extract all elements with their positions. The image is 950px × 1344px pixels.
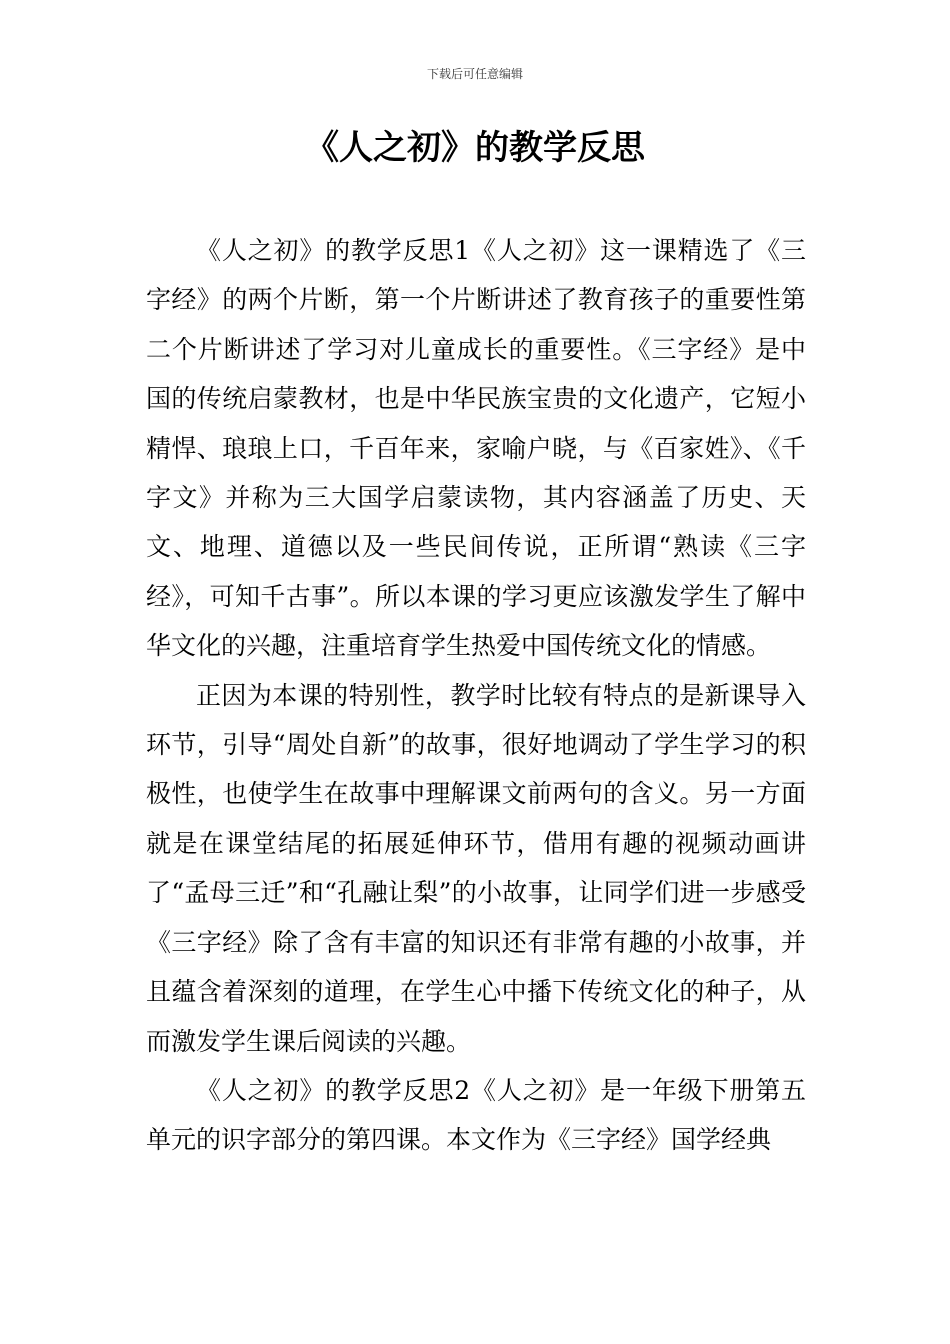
header-note: 下载后可任意编辑	[426, 67, 523, 81]
document-title: 《人之初》的教学反思	[305, 128, 645, 168]
paragraph-2: 正因为本课的特别性，教学时比较有特点的是新课导入环节，引导“周处自新”的故事，很好地调动了学生学习的积极性，也使学生在故事中理解课文前两句的含义。另一方面就是在课堂结尾的拓展延伸环节，借用有趣的视频动画讲了“孟母三迁”和“孔融让梨”的小故事，让同学们进一步感受《三字经》除了含有丰富的知识还有非常有趣的小故事，并且蕴含着深刻的道理，在学生心中播下传统文化的种子，从而激发学生课后阅读的兴趣。	[146, 680, 806, 1056]
paragraph-1: 《人之初》的教学反思1《人之初》这一课精选了《三字经》的两个片断，第一个片断讲述了教育孩子的重要性第二个片断讲述了学习对儿童成长的重要性。《三字经》是中国的传统启蒙教材，也是中华民族宝贵的文化遗产，它短小精悍、琅琅上口，千百年来，家喻户晓，与《百家姓》、《千字文》并称为三大国学启蒙读物，其内容涵盖了历史、天文、地理、道德以及一些民间传说，正所谓“熟读《三字经》，可知千古事”。所以本课的学习更应该激发学生了解中华文化的兴趣，注重培育学生热爱中国传统文化的情感。	[146, 236, 806, 661]
paragraph-3: 《人之初》的教学反思2《人之初》是一年级下册第五单元的识字部分的第四课。本文作为《三字经》国学经典	[146, 1075, 806, 1155]
document-body	[146, 226, 806, 1165]
